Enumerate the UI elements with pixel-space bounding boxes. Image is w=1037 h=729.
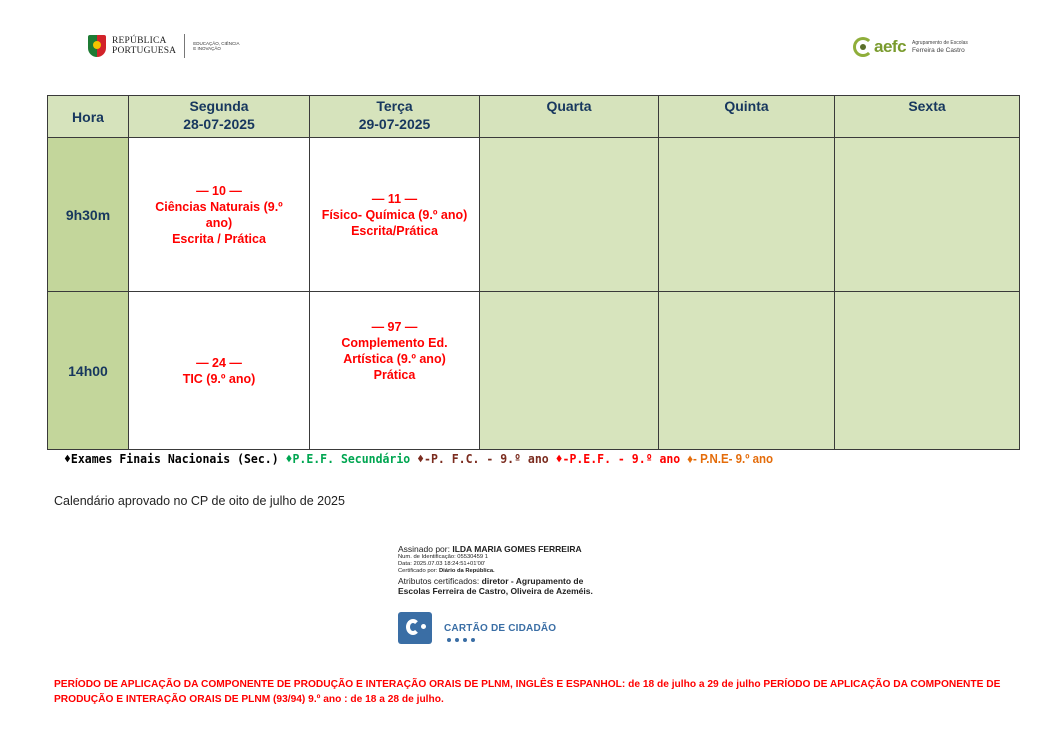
exam-subject-cont: Artística (9.º ano) [343, 352, 446, 366]
header-segunda [129, 96, 310, 138]
ministry-line1: EDUCAÇÃO, CIÊNCIA [193, 40, 240, 46]
exam-subject: TIC (9.º ano) [182, 371, 256, 386]
school-logo-word: aefc [874, 37, 907, 56]
cert-label: Certificado por: [398, 568, 438, 575]
school-logo [853, 31, 968, 63]
header-terca [310, 96, 480, 138]
signature-id: Num. de Identificação: 05530459 1 [398, 554, 488, 560]
signed-by-name: ILDA MARIA GOMES FERREIRA [452, 544, 582, 554]
header-terca-day: Terça [376, 98, 413, 114]
exam-subject: Físico- Química (9.º ano) [321, 207, 468, 222]
logo-separator [184, 34, 185, 58]
exam-code: — 10 — [196, 183, 242, 198]
header-quarta: Quarta [480, 96, 659, 138]
attr-value-1: diretor - Agrupamento de [481, 575, 584, 586]
header-segunda-day: Segunda [189, 98, 249, 114]
header-sexta: Sexta [835, 96, 1020, 138]
empty-cell-quinta-1400 [659, 292, 835, 450]
exam-legend [64, 451, 773, 466]
attr-label: Atributos certificados: [398, 575, 480, 586]
time-cell: 9h30m [48, 138, 129, 292]
exam-code: — 11 — [371, 191, 418, 206]
school-name [912, 40, 968, 54]
ministry-text [193, 41, 239, 52]
exam-type: Escrita/Prática [351, 223, 438, 238]
portugal-flag-icon [88, 35, 106, 57]
cartao-cidadao-logo [398, 612, 556, 644]
republica-line2: PORTUGUESA [112, 46, 177, 56]
signature-signed-by [398, 544, 638, 554]
exam-code: — 24 — [196, 355, 242, 370]
exam-cell-terca-1400 [310, 292, 480, 450]
school-logo-icon [853, 37, 873, 57]
empty-cell-sexta-0930 [835, 138, 1020, 292]
digital-signature [398, 544, 638, 596]
header-terca-date: 29-07-2025 [358, 116, 431, 132]
legend-item-pfc: ♦-P. F.C. - 9.º ano [417, 451, 549, 466]
cartao-cidadao-dots [447, 638, 475, 642]
exam-subject: Ciências Naturais (9.º [155, 199, 283, 214]
exam-code: — 97 — [371, 320, 418, 334]
republica-text [112, 36, 176, 56]
empty-cell-sexta-1400 [835, 292, 1020, 450]
republica-line1: REPÚBLICA [112, 36, 167, 46]
period-note: PERÍODO DE APLICAÇÃO DA COMPONENTE DE PRODUÇÃO E INTERAÇÃO ORAIS DE PLNM, INGLÊS E ESPANHOL: de 18 de julho a 29 de julho PERÍODO DE APLICAÇÃO DA COMPONENTE DE PRODUÇÃO E INTERAÇÃO ORAIS DE PLNM (93/94) 9.º ano : de 18 a 28 de julho. [54, 679, 1001, 705]
empty-cell-quarta-0930 [480, 138, 659, 292]
cartao-cidadao-icon [398, 612, 432, 644]
legend-item-exames-finais: ♦Exames Finais Nacionais (Sec.) [64, 451, 279, 466]
exam-cell-segunda-1400 [129, 292, 310, 450]
cartao-cidadao-label: CARTÃO DE CIDADÃO [444, 622, 557, 634]
attr-value-2: Escolas Ferreira de Castro, Oliveira de Azeméis. [398, 585, 593, 596]
signature-date: Data: 2025.07.03 18:24:51+01'00' [398, 561, 486, 568]
time-cell: 14h00 [48, 292, 129, 450]
exam-subject-cont: ano) [205, 215, 233, 230]
empty-cell-quinta-0930 [659, 138, 835, 292]
signature-attributes [398, 576, 638, 586]
header-quinta: Quinta [659, 96, 835, 138]
table-row [48, 292, 1020, 450]
exam-subject: Complemento Ed. [341, 336, 448, 350]
exam-type: Prática [373, 368, 416, 382]
exam-type: Escrita / Prática [172, 231, 266, 246]
signed-by-label: Assinado por: [398, 544, 450, 554]
exam-cell-terca-0930 [310, 138, 480, 292]
school-line2: Ferreira de Castro [912, 47, 965, 54]
legend-item-pne: ♦- P.N.E- 9.º ano [687, 452, 774, 466]
cert-value: Diário da República. [438, 568, 495, 575]
table-header-row [48, 96, 1020, 138]
exam-cell-segunda-0930 [129, 138, 310, 292]
signature-certified-by [398, 568, 638, 575]
legend-item-pef-9ano: ♦-P.E.F. - 9.º ano [555, 451, 681, 466]
ministry-line2: E INOVAÇÃO [193, 46, 221, 51]
exam-schedule-table [47, 95, 1020, 450]
table-row [48, 138, 1020, 292]
header-segunda-date: 28-07-2025 [183, 116, 255, 132]
republica-portuguesa-logo [88, 32, 240, 60]
empty-cell-quarta-1400 [480, 292, 659, 450]
legend-item-pef-secundario: ♦P.E.F. Secundário [285, 451, 411, 466]
header-hora: Hora [48, 96, 129, 138]
approval-note: Calendário aprovado no CP de oito de julho de 2025 [54, 494, 345, 508]
school-line1: Agrupamento de Escolas [912, 40, 968, 46]
